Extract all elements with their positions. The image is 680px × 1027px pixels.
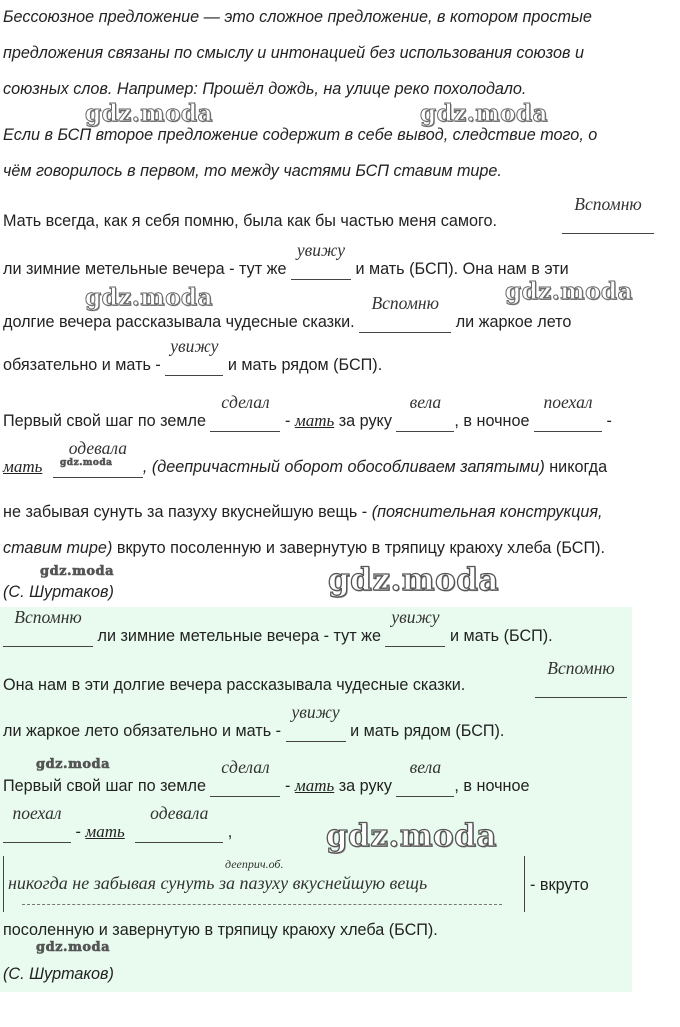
green-line-5: поехал - мать одевала , (3, 821, 232, 842)
hand-uvizhu: увижу (291, 702, 340, 722)
p2-line-2: мать одевала , (деепричастный оборот обособливаем запятыми) никогда (3, 438, 608, 476)
hand-poekhal: поехал (543, 392, 593, 412)
p2-line-4: ставим тире) вкруто посоленную и завернутую в тряпицу краюху хлеба (БСП). (3, 539, 605, 557)
watermark: gdz.moda (505, 278, 633, 305)
hand-vspomnyu: Вспомню (14, 607, 82, 627)
watermark: gdz.moda (85, 100, 213, 127)
hand-mat: мать (85, 822, 125, 841)
p1-line-4: обязательно и мать - увижу и мать рядом (БСП). (3, 336, 383, 374)
hand-odevala: одевала (68, 438, 127, 458)
p2-line-3: не забывая сунуть за пазуху вкуснейшую вещь - (пояснительная конструкция, (3, 503, 603, 521)
hand-vela: вела (409, 757, 442, 777)
watermark: gdz.moda (36, 940, 111, 955)
participle-phrase: никогда не забывая сунуть за пазуху вкуснейшую вещь (8, 873, 428, 893)
hand-sdelal: сделал (221, 757, 270, 777)
rule-line-1: Бессоюзное предложение — это сложное предложение, в котором простые (3, 8, 592, 26)
green-author: (С. Шуртаков) (3, 965, 114, 983)
hand-mat: мать (294, 776, 335, 795)
hand-mat: мать (294, 411, 335, 430)
green-line-7: посоленную и завернутую в тряпицу краюху хлеба (БСП). (3, 921, 438, 939)
green-line-4: Первый свой шаг по земле сделал - мать за руку вела , в ночное (3, 757, 530, 795)
green-line-6: - вкруто (530, 876, 589, 894)
rule-line-2: предложения связаны по смыслу и интонацией без использования союзов и (3, 44, 584, 62)
p1-line-3: долгие вечера рассказывала чудесные сказки. Вспомню ли жаркое лето (3, 293, 572, 331)
p2-author: (С. Шуртаков) (3, 583, 114, 601)
rule-line-3: союзных слов. Например: Прошёл дождь, на улице реко похолодало. (3, 80, 527, 98)
hand-vspomnyu: Вспомню (371, 293, 439, 313)
gap-vspomnyu-green (535, 658, 627, 697)
watermark: gdz.moda (328, 562, 499, 598)
hand-uvizhu: увижу (170, 336, 219, 356)
rule-line-4: Если в БСП второе предложение содержит в себе вывод, следствие того, о (3, 126, 598, 144)
p1-line-2: ли зимние метельные вечера - тут же увижу и мать (БСП). Она нам в эти (3, 240, 569, 278)
hand-vspomnyu: Вспомню (547, 658, 615, 678)
green-line-1: Вспомню ли зимние метельные вечера - тут же увижу и мать (БСП). (3, 625, 553, 646)
gap-vspomnyu-1 (562, 194, 654, 233)
hand-uvizhu: увижу (391, 607, 440, 627)
watermark: gdz.moda (36, 757, 111, 772)
hand-vela: вела (409, 392, 442, 412)
watermark: gdz.moda (420, 100, 548, 127)
hand-poekhal: поехал (12, 803, 62, 823)
p1-line-1: Мать всегда, как я себя помню, была как бы частью меня самого. (3, 212, 498, 230)
hand-sdelal: сделал (221, 392, 270, 412)
green-line-2: Она нам в эти долгие вечера рассказывала чудесные сказки. (3, 676, 466, 694)
watermark: gdz.moda (326, 818, 497, 854)
hand-mat: мать (3, 457, 43, 476)
p2-line-1: Первый свой шаг по земле сделал - мать за руку вела , в ночное поехал - (3, 392, 612, 430)
hand-vspomnyu: Вспомню (574, 194, 642, 214)
green-line-3: ли жаркое лето обязательно и мать - увижу и мать рядом (БСП). (3, 702, 505, 740)
hand-odevala: одевала (150, 803, 209, 823)
watermark: gdz.moda (60, 458, 113, 468)
watermark: gdz.moda (40, 564, 115, 579)
hand-uvizhu: увижу (296, 240, 346, 260)
participle-label: дееприч.об. (225, 857, 284, 871)
watermark: gdz.moda (85, 284, 213, 311)
rule-line-5: чём говорилось в первом, то между частями БСП ставим тире. (3, 162, 502, 180)
participle-underline (22, 904, 502, 905)
